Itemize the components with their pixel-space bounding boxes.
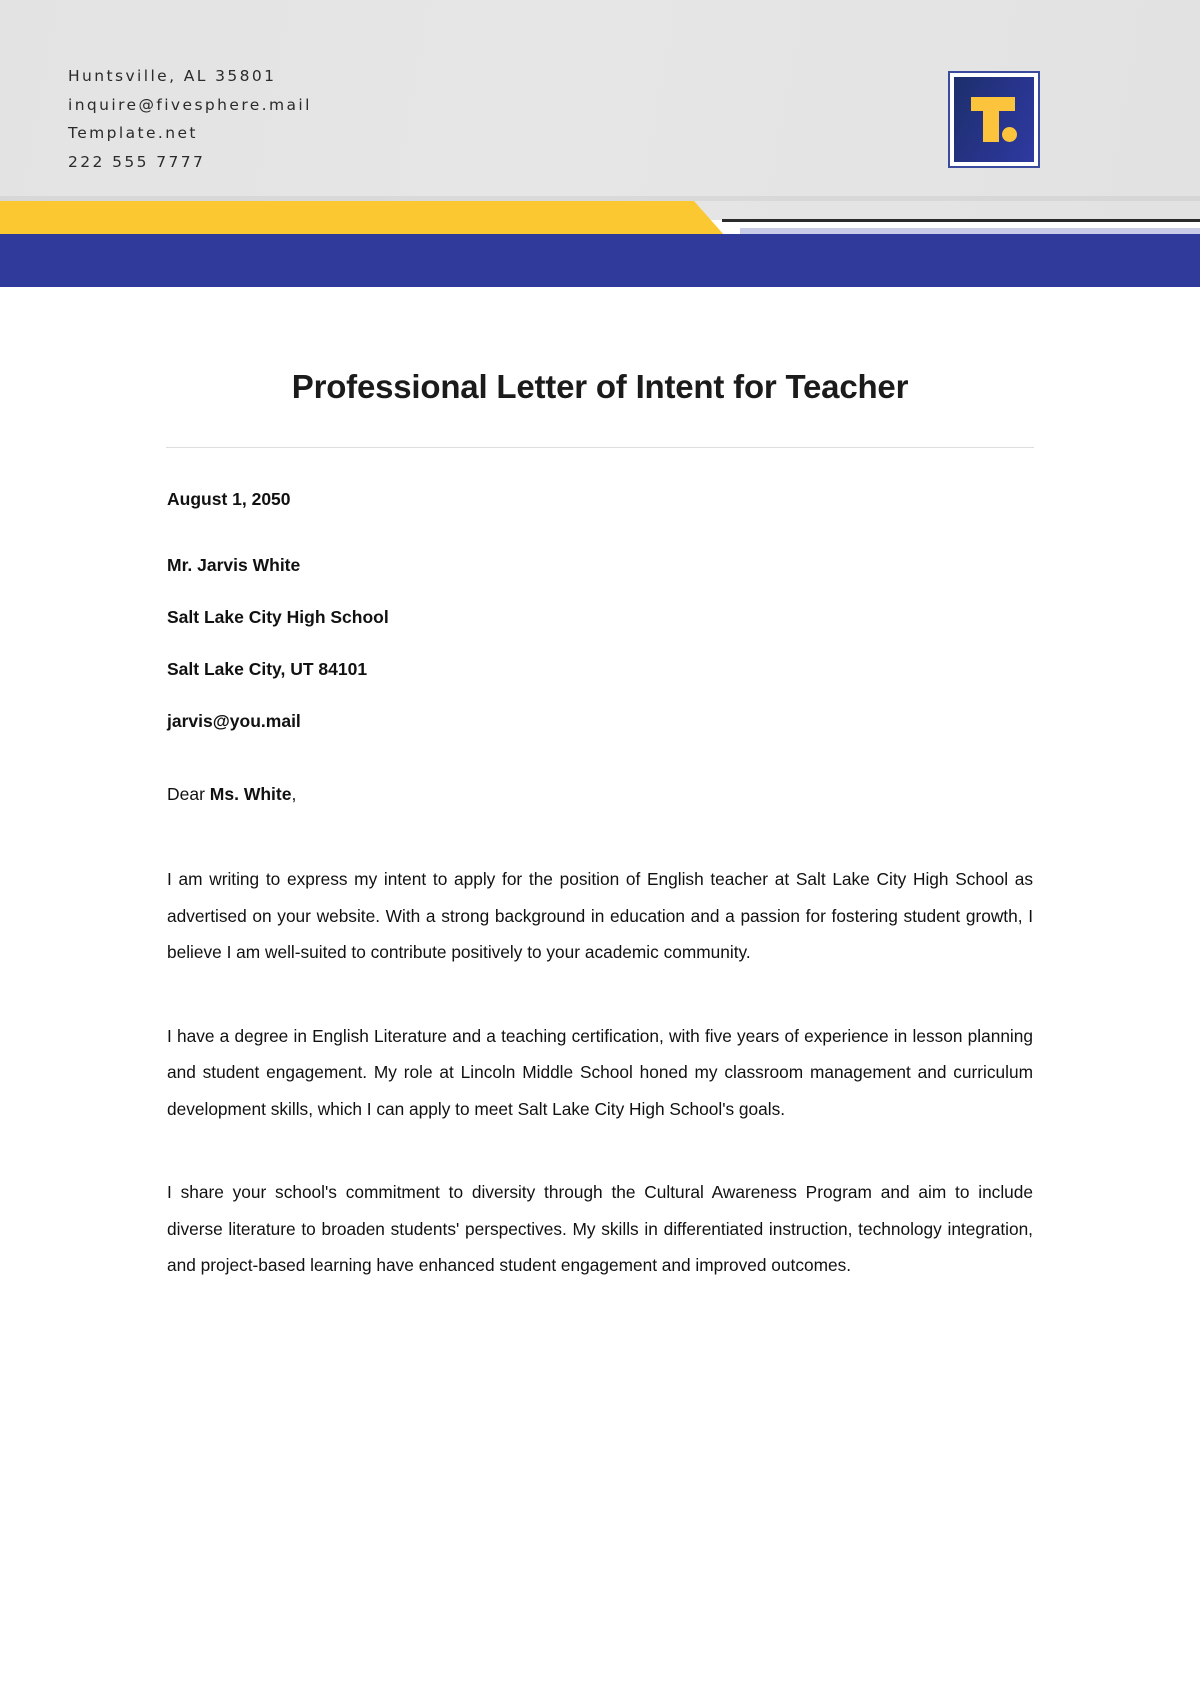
page-title: Professional Letter of Intent for Teacher: [291, 368, 909, 405]
salutation-name: Ms. White: [209, 784, 292, 804]
logo-background: [954, 77, 1034, 162]
sender-phone-line: 222 555 7777: [68, 152, 206, 171]
brand-logo: [948, 71, 1040, 168]
salutation-punctuation: ,: [291, 784, 297, 804]
sender-email-line: inquire@fivesphere.mail: [68, 95, 312, 114]
recipient-organization: Salt Lake City High School: [167, 607, 389, 627]
letter-content: [167, 448, 1033, 1284]
sender-address-line: Huntsville, AL 35801: [68, 67, 277, 85]
recipient-address: Salt Lake City, UT 84101: [167, 659, 368, 679]
letter-paragraph: I have a degree in English Literature and a teaching certification, with five years of experience in lesson planning and student engagement. My role at Lincoln Middle School honed my classroom management and curriculum development skills, which I can apply to meet Salt Lake City High School's goals.: [167, 1025, 1033, 1119]
recipient-name: Mr. Jarvis White: [167, 555, 301, 575]
document-header: [0, 0, 1200, 220]
recipient-email: jarvis@you.mail: [167, 711, 301, 731]
logo-letter-t-stem-icon: [983, 97, 999, 142]
salutation-greeting: Dear: [167, 784, 210, 804]
decorative-blue-bar: [0, 234, 1200, 287]
decorative-thin-rule: [722, 219, 1200, 222]
letter-salutation: [167, 784, 1033, 805]
sender-website-line: Template.net: [68, 124, 198, 142]
header-edge-shadow: [0, 196, 1200, 201]
logo-dot-icon: [1002, 127, 1017, 142]
letter-paragraph: I am writing to express my intent to apply for the position of English teacher at Salt Lake City High School as advertised on your website. With a strong background in education and a passion for fostering student growth, I believe I am well-suited to contribute positively to your academic community.: [167, 869, 1033, 962]
letter-paragraph: I share your school's commitment to diversity through the Cultural Awareness Program and aim to include diverse literature to broaden students' perspectives. My skills in differentiated instruction, technology integration, and project-based learning have enhanced student engagement and improved outcomes.: [167, 1182, 1033, 1275]
sender-contact-block: [68, 62, 312, 176]
letter-date: August 1, 2050: [167, 489, 291, 509]
document-body: [0, 287, 1200, 1331]
